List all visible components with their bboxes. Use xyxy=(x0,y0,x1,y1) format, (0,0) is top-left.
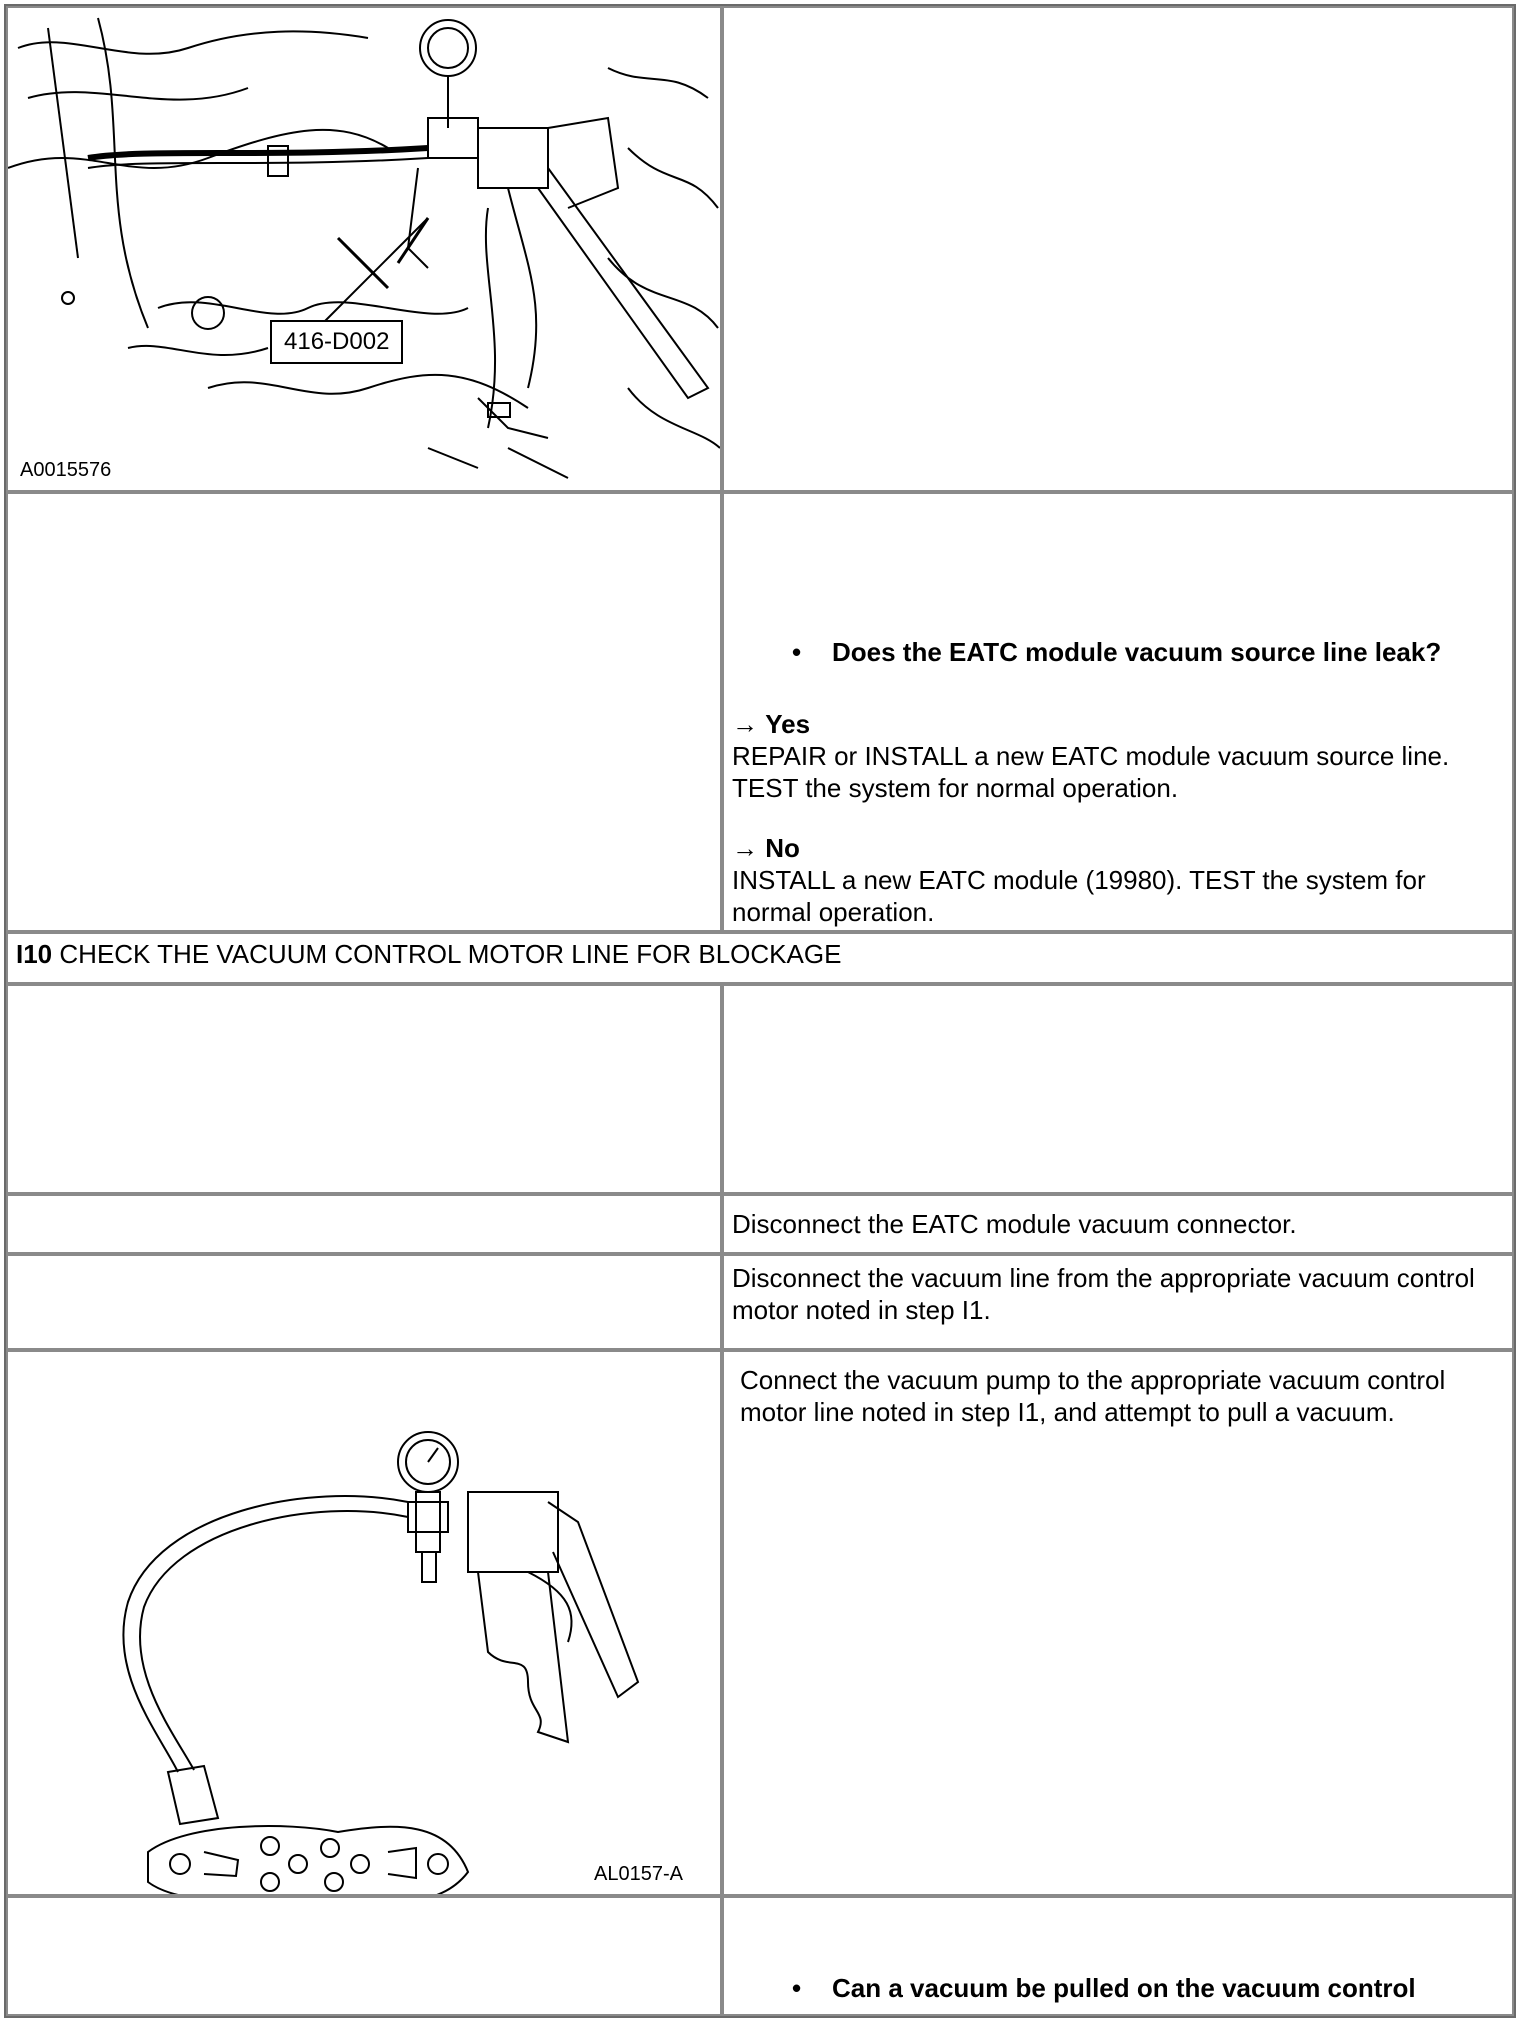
instruction-disconnect-connector: Disconnect the EATC module vacuum connector. xyxy=(722,1194,1514,1254)
blank-cell xyxy=(6,1254,722,1350)
engine-vacuum-illustration xyxy=(8,8,720,490)
question-cell xyxy=(722,492,1514,932)
bullet-icon: • xyxy=(792,1973,802,2003)
yes-text: REPAIR or INSTALL a new EATC module vacuum source line. TEST the system for normal operation. xyxy=(732,741,1450,803)
instruction-text: Connect the vacuum pump to the appropriate vacuum control motor line noted in step I1, and attempt to pull a vacuum. xyxy=(740,1365,1446,1427)
instruction-disconnect-line: Disconnect the vacuum line from the appropriate vacuum control motor noted in step I1. xyxy=(722,1254,1514,1350)
question-text: Can a vacuum be pulled on the vacuum control xyxy=(832,1973,1416,2003)
step-header xyxy=(6,932,1514,984)
instruction-connect-pump xyxy=(722,1350,1514,1896)
table-row xyxy=(6,1896,1514,2016)
table-row xyxy=(6,6,1514,492)
diagnostic-table xyxy=(4,4,1516,2018)
blank-cell xyxy=(722,984,1514,1194)
no-text: INSTALL a new EATC module (19980). TEST the system for normal operation. xyxy=(732,865,1426,927)
blank-cell xyxy=(6,1194,722,1254)
blank-cell xyxy=(6,492,722,932)
figure-code: A0015576 xyxy=(20,459,112,481)
question-text: Does the EATC module vacuum source line leak? xyxy=(832,637,1442,667)
table-row xyxy=(6,1350,1514,1896)
blank-cell xyxy=(722,6,1514,492)
tool-callout-label: 416-D002 xyxy=(270,320,403,364)
no-block xyxy=(732,832,1504,928)
yes-link[interactable]: Yes xyxy=(765,709,811,739)
figure-cell xyxy=(6,1350,722,1896)
no-link[interactable]: No xyxy=(765,833,800,863)
table-row xyxy=(6,492,1514,932)
table-row xyxy=(6,932,1514,984)
bullet-icon: • xyxy=(792,637,802,667)
document-page xyxy=(4,4,1512,2003)
blank-cell xyxy=(6,1896,722,2016)
yes-block xyxy=(732,708,1504,804)
figure-cell xyxy=(6,6,722,492)
blank-cell xyxy=(6,984,722,1194)
step-number: I10 xyxy=(16,939,53,969)
table-row xyxy=(6,1254,1514,1350)
vacuum-pump-illustration xyxy=(8,1352,720,1894)
question-bullet xyxy=(792,1972,1504,2004)
figure-code: AL0157-A xyxy=(594,1863,683,1885)
vacuum-pump-figure xyxy=(8,1352,720,1894)
step-title: CHECK THE VACUUM CONTROL MOTOR LINE FOR BLOCKAGE xyxy=(59,939,842,969)
table-row xyxy=(6,984,1514,1194)
table-row xyxy=(6,1194,1514,1254)
question-bullet xyxy=(792,636,1504,668)
question-cell xyxy=(722,1896,1514,2016)
arrow-right-icon: → xyxy=(732,833,758,863)
engine-vacuum-figure xyxy=(8,8,720,490)
arrow-right-icon: → xyxy=(732,709,758,739)
